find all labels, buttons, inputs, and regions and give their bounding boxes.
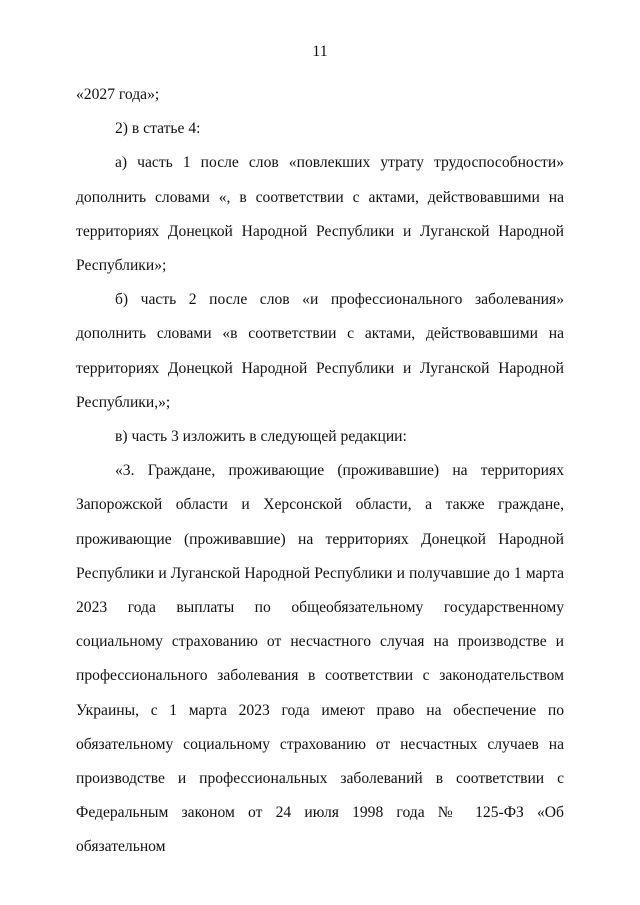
paragraph-part-1: а) часть 1 после слов «повлекших утрату трудоспособности» дополнить словами «, в соответствии с актами, действовавшими на территориях Донецкой Народной Республики и Луганской Народной Республики»;	[76, 154, 564, 275]
paragraph-part-3-intro: в) часть 3 изложить в следующей редакции:	[115, 428, 407, 446]
paragraph-year-end: «2027 года»;	[76, 86, 160, 103]
page-number: 11	[312, 43, 328, 60]
paragraph-part-2: б) часть 2 после слов «и профессионального заболевания» дополнить словами «в соответствии с актами, действовавшими на территориях Донецкой Народной Республики и Луганской Народной Республики,»;	[76, 291, 564, 411]
paragraph-article-4: 2) в статье 4:	[115, 120, 201, 138]
paragraph-part-3-text: «3. Граждане, проживающие (проживавшие) на территориях Запорожской области и Херсонской области, а также граждане, проживающие (проживавшие) на территориях Донецкой Народной Республики и Луганской Народной Республики и получавшие до 1 марта 2023 года выплаты по общеобязательному государственному социальному страхованию от несчастного случая на производстве и профессионального заболевания в соответствии с законодательством Украины, с 1 марта 2023 года имеют право на обеспечение по обязательному социальному страхованию от несчастных случаев на производстве и профессиональных заболеваний в соответствии с Федеральным законом от 24 июля 1998 года № 125-ФЗ «Об обязательном	[76, 462, 564, 856]
document-body	[76, 78, 564, 865]
